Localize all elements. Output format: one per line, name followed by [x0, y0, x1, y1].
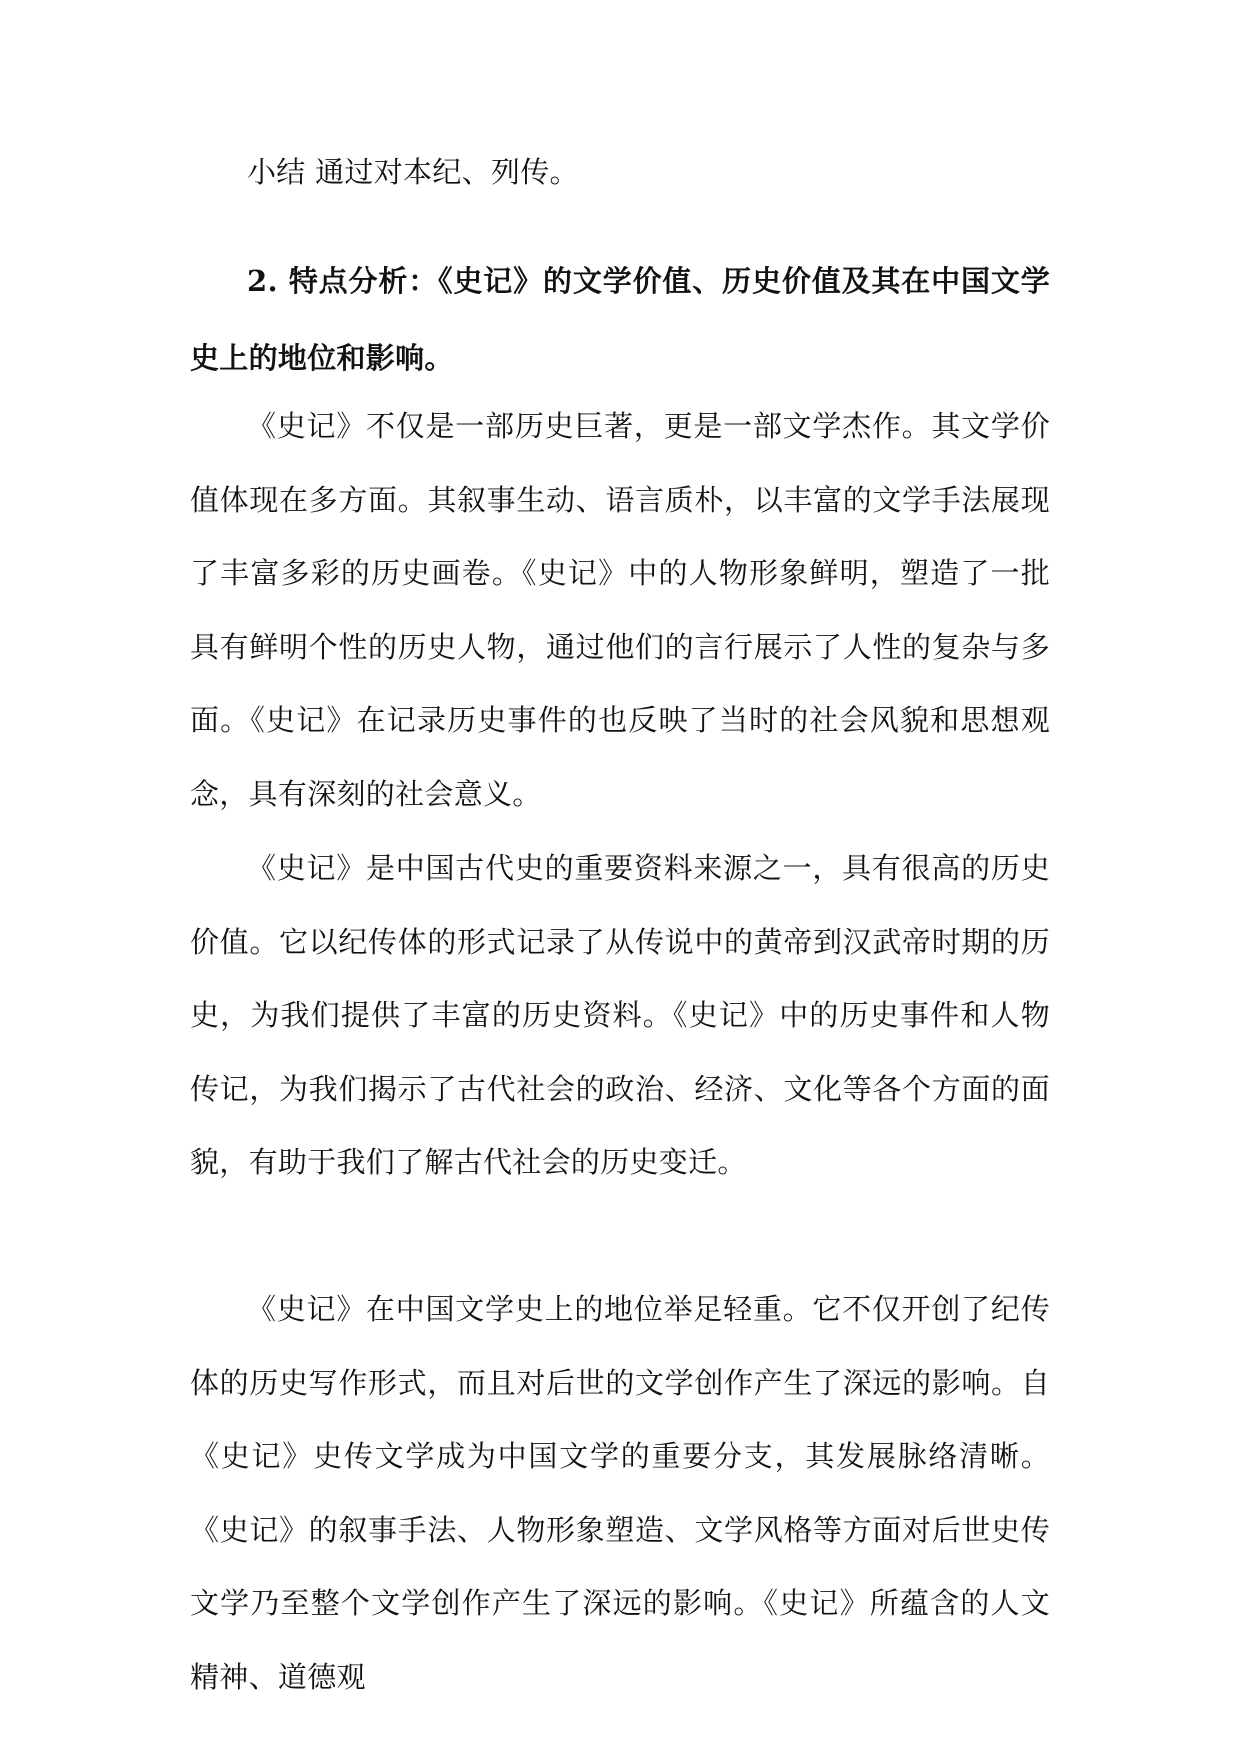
paragraph-literary-status: 《史记》在中国文学史上的地位举足轻重。它不仅开创了纪传体的历史写作形式，而且对后世的文学创作产生了深远的影响。自《史记》史传文学成为中国文学的重要分支，其发展脉络清晰。《史记》的叙事手法、人物形象塑造、文学风格等方面对后世史传文学乃至整个文学创作产生了深远的影响。《史记》所蕴含的人文精神、道德观 [190, 1292, 1050, 1694]
paragraph-literary-value: 《史记》不仅是一部历史巨著，更是一部文学杰作。其文学价值体现在多方面。其叙事生动、语言质朴，以丰富的文学手法展现了丰富多彩的历史画卷。《史记》中的人物形象鲜明，塑造了一批具有鲜明个性的历史人物，通过他们的言行展示了人性的复杂与多面。《史记》在记录历史事件的也反映了当时的社会风貌和思想观念，具有深刻的社会意义。 [190, 409, 1050, 811]
summary-line: 小结 通过对本纪、列传。 [247, 155, 579, 189]
paragraph-historical-value: 《史记》是中国古代史的重要资料来源之一，具有很高的历史价值。它以纪传体的形式记录了从传说中的黄帝到汉武帝时期的历史，为我们提供了丰富的历史资料。《史记》中的历史事件和人物传记，为我们揭示了古代社会的政治、经济、文化等各个方面的面貌，有助于我们了解古代社会的历史变迁。 [190, 851, 1050, 1179]
section-heading: 2. 特点分析：《史记》的文学价值、历史价值及其在中国文学史上的地位和影响。 [190, 264, 1050, 375]
